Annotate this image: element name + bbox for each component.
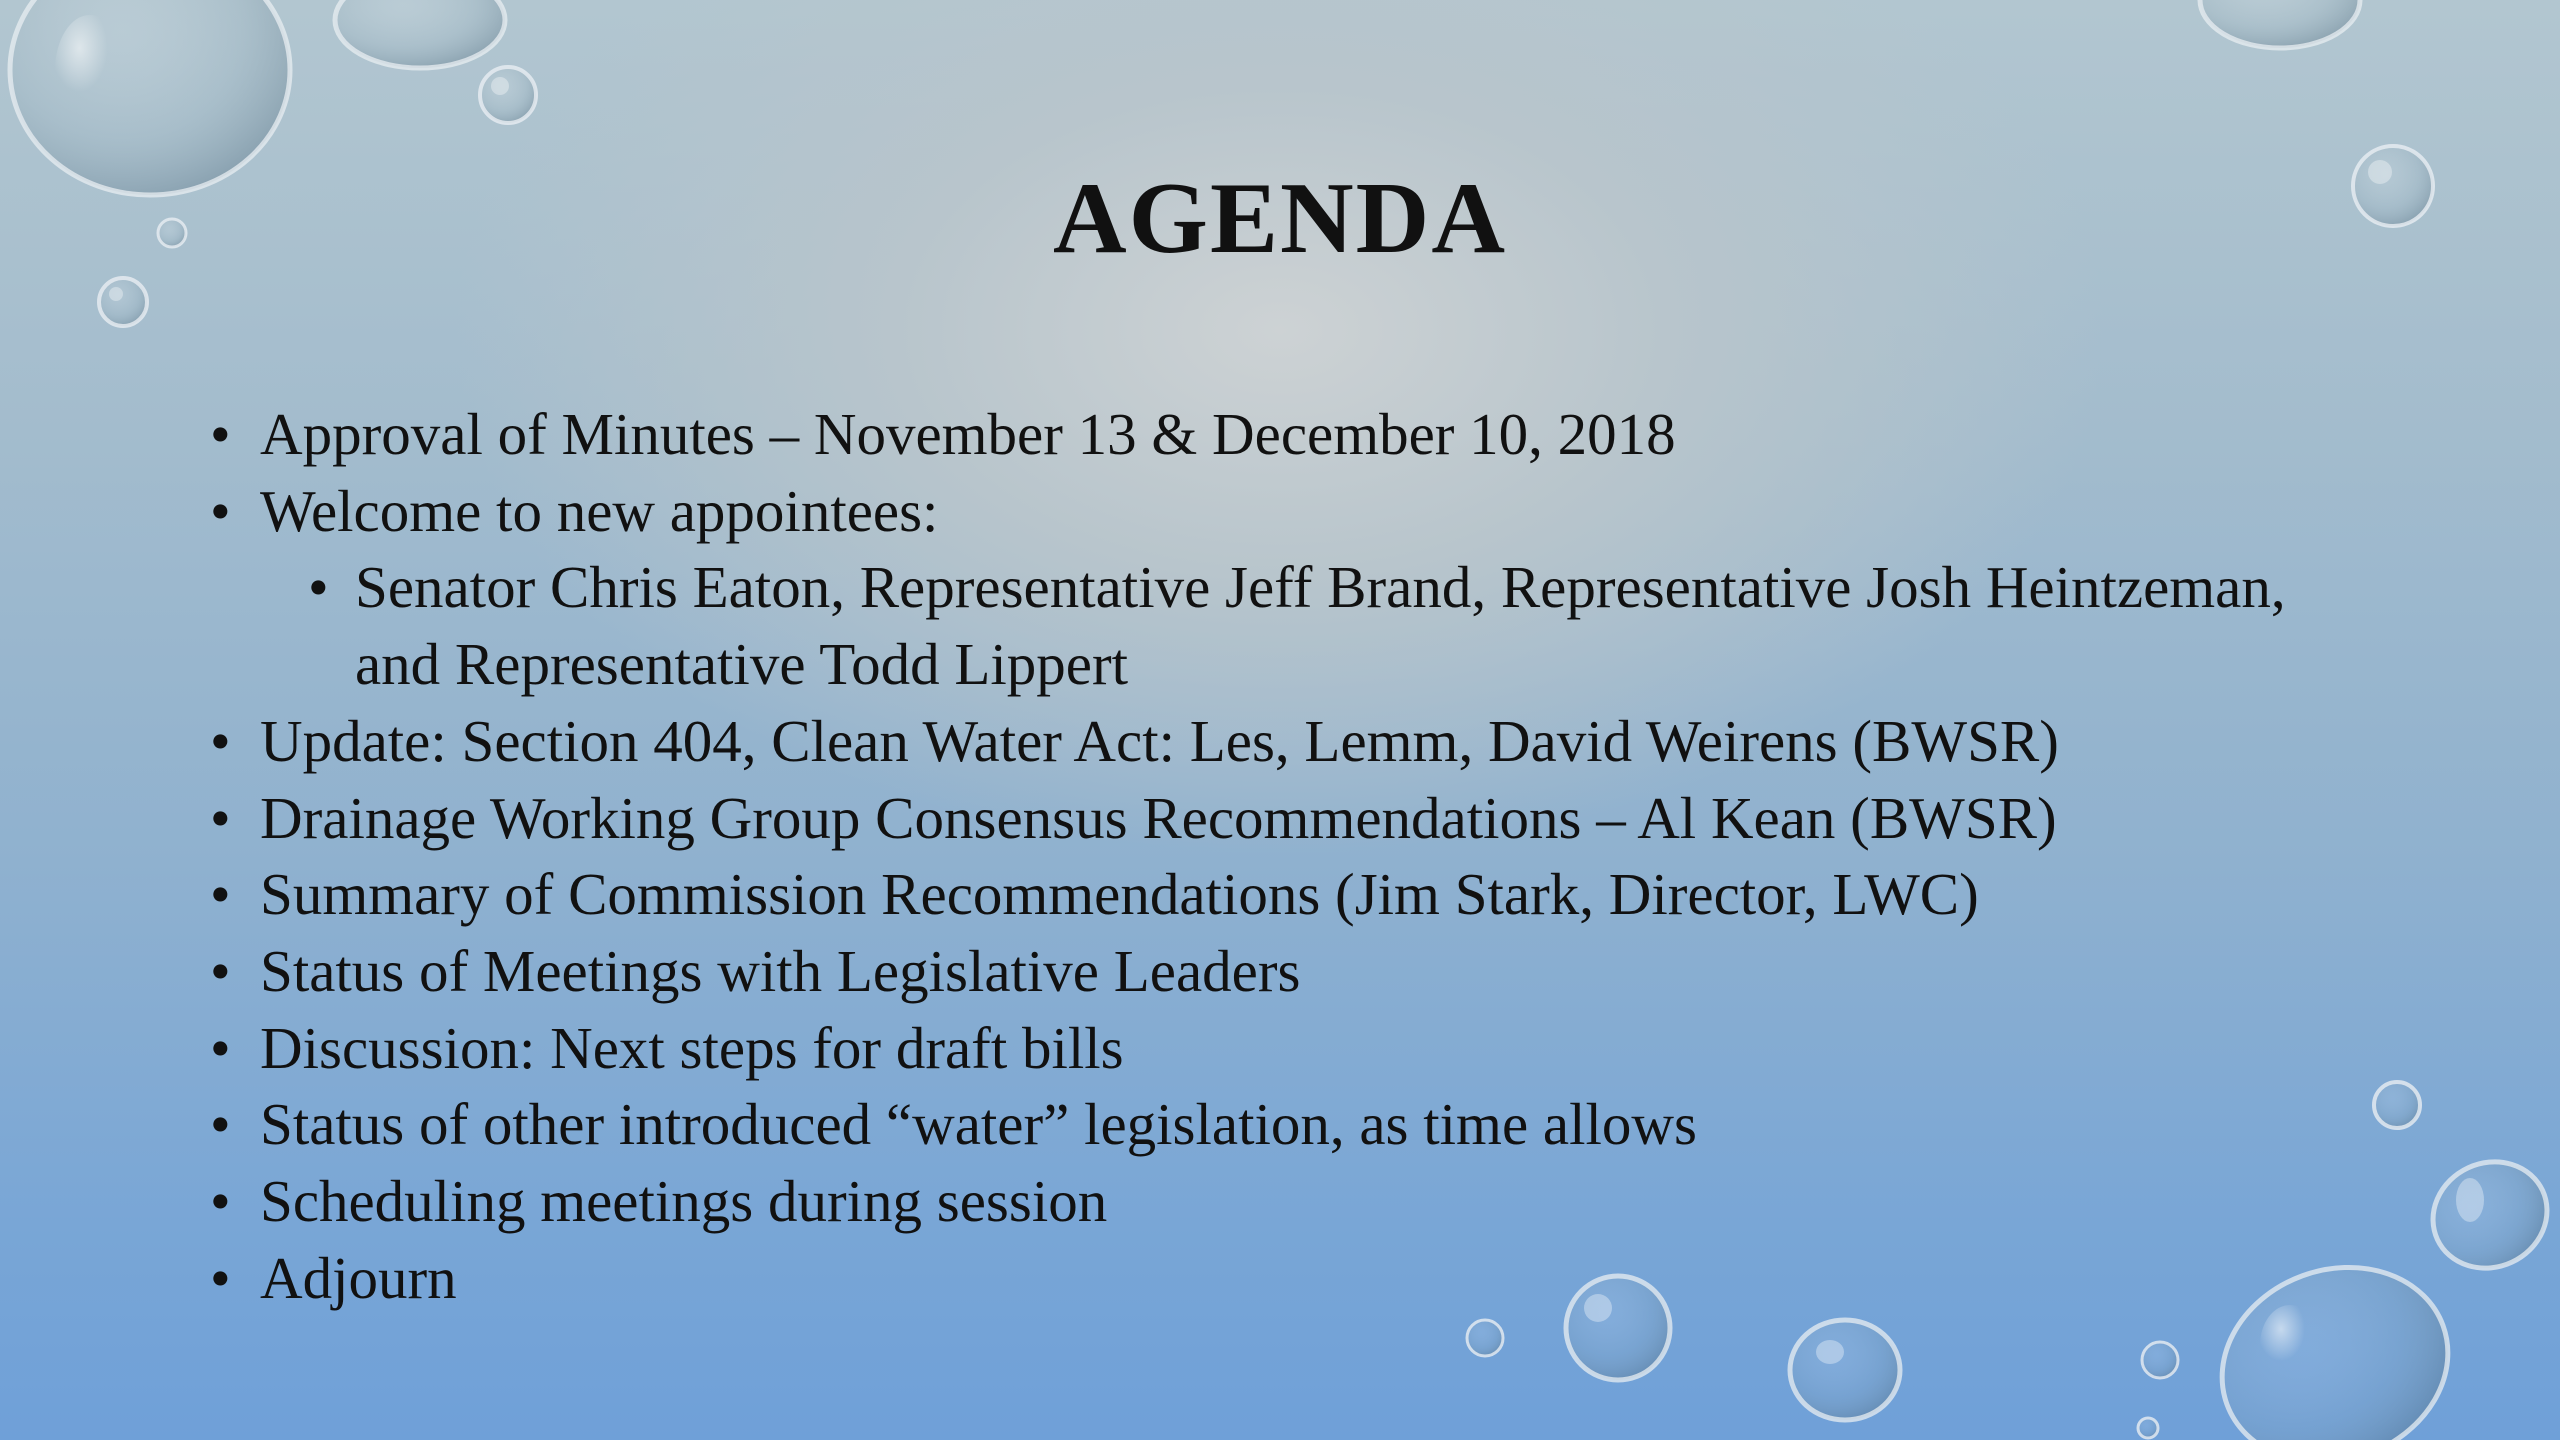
agenda-item-text: Status of Meetings with Legislative Leaders: [260, 937, 1301, 1004]
list-item: [205, 780, 2355, 857]
droplet-icon: [480, 67, 536, 123]
droplet-icon: [1467, 1320, 1503, 1356]
agenda-item-text: Drainage Working Group Consensus Recommendations – Al Kean (BWSR): [260, 784, 2057, 851]
bullet-icon: •: [210, 784, 231, 851]
bullet-icon: •: [210, 1014, 231, 1081]
droplet-icon: [2138, 1418, 2158, 1438]
slide-title: AGENDA: [1052, 162, 1508, 275]
agenda-list: [205, 396, 2355, 1316]
bullet-icon: •: [210, 707, 231, 774]
agenda-item-text: Status of other introduced “water” legislation, as time allows: [260, 1091, 1697, 1158]
droplet-icon: [2415, 1143, 2560, 1286]
list-item: [205, 1163, 2355, 1240]
list-item: [205, 1010, 2355, 1087]
list-item: [205, 703, 2355, 780]
bullet-icon: •: [210, 937, 231, 1004]
agenda-item-text: Adjourn: [260, 1244, 457, 1311]
droplet-icon: [99, 278, 147, 326]
droplet-icon: [1790, 1320, 1900, 1420]
agenda-item-text: Welcome to new appointees:: [260, 477, 939, 544]
agenda-item-text: Summary of Commission Recommendations (Jim Stark, Director, LWC): [260, 861, 1979, 928]
bullet-icon: •: [210, 1244, 231, 1311]
bullet-icon: •: [210, 861, 231, 928]
list-item: [205, 1086, 2355, 1163]
list-item: [205, 933, 2355, 1010]
droplet-icon: [335, 0, 505, 68]
list-item: [205, 396, 2355, 473]
agenda-item-text: Update: Section 404, Clean Water Act: Les, Lemm, David Weirens (BWSR): [260, 707, 2059, 774]
bullet-icon: •: [308, 554, 329, 621]
list-item: [205, 856, 2355, 933]
droplet-icon: [2142, 1342, 2178, 1378]
droplet-icon: [2200, 0, 2360, 48]
bullet-icon: •: [210, 1091, 231, 1158]
agenda-item-text: Approval of Minutes – November 13 & December 10, 2018: [260, 401, 1676, 467]
bullet-icon: •: [210, 477, 231, 544]
list-item: [205, 1240, 2355, 1317]
bullet-icon: •: [210, 401, 231, 467]
agenda-item-text: Discussion: Next steps for draft bills: [260, 1014, 1124, 1081]
droplet-icon: [2374, 1082, 2420, 1128]
list-item: [205, 549, 2355, 702]
agenda-item-text: Senator Chris Eaton, Representative Jeff Brand, Representative Josh Heintzeman, and Representative Todd Lippert: [355, 554, 2286, 698]
agenda-item-text: Scheduling meetings during session: [260, 1168, 1108, 1235]
list-item: [205, 473, 2355, 550]
bullet-icon: •: [210, 1168, 231, 1235]
